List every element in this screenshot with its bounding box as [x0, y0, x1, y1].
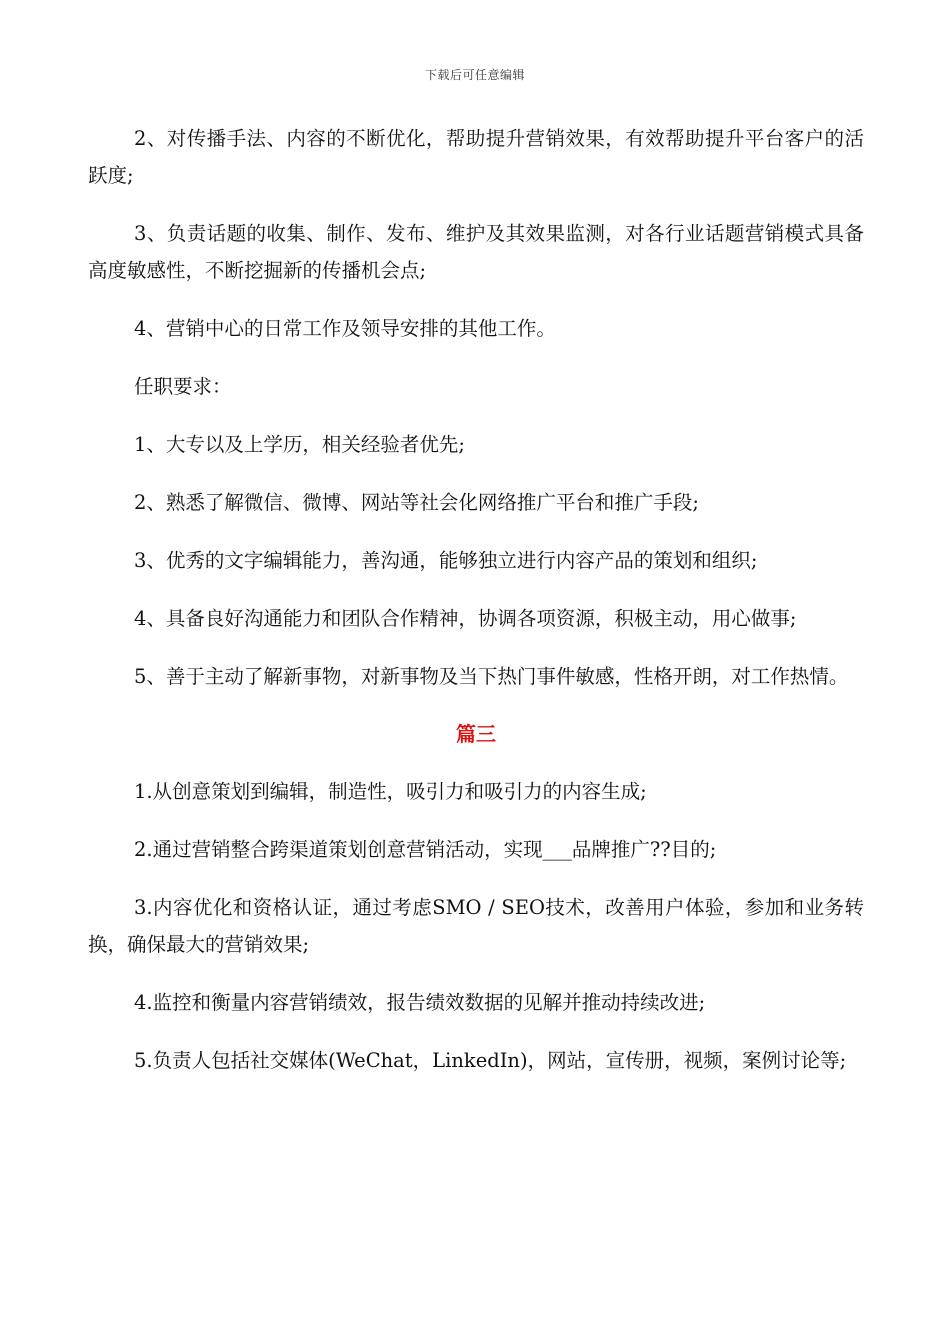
paragraph: 4、具备良好沟通能力和团队合作精神，协调各项资源，积极主动，用心做事; — [134, 607, 797, 630]
page-header: 下载后可任意编辑 — [424, 68, 525, 82]
paragraph: 4、营销中心的日常工作及领导安排的其他工作。 — [134, 317, 556, 340]
paragraph: 3、负责话题的收集、制作、发布、维护及其效果监测，对各行业话题营销模式具备高度敏感性，不断挖掘新的传播机会点; — [88, 222, 864, 282]
paragraph: 5.负责人包括社交媒体(WeChat，LinkedIn)，网站，宣传册，视频，案例讨论等; — [134, 1049, 847, 1072]
paragraph: 3.内容优化和资格认证，通过考虑SMO / SEO技术，改善用户体验，参加和业务转换，确保最大的营销效果; — [88, 896, 864, 956]
paragraph: 5、善于主动了解新事物，对新事物及当下热门事件敏感，性格开朗，对工作热情。 — [134, 665, 849, 688]
section-title: 篇三 — [456, 722, 496, 746]
paragraph: 2.通过营销整合跨渠道策划创意营销活动，实现___品牌推广??目的; — [134, 838, 717, 861]
paragraph: 2、熟悉了解微信、微博、网站等社会化网络推广平台和推广手段; — [134, 491, 699, 514]
paragraph: 4.监控和衡量内容营销绩效，报告绩效数据的见解并推动持续改进; — [134, 991, 706, 1014]
paragraph: 2、对传播手法、内容的不断优化，帮助提升营销效果，有效帮助提升平台客户的活跃度; — [88, 127, 864, 187]
requirements-heading: 任职要求： — [134, 375, 232, 398]
paragraph: 1、大专以及上学历，相关经验者优先; — [134, 433, 465, 456]
paragraph: 1.从创意策划到编辑，制造性，吸引力和吸引力的内容生成; — [134, 780, 647, 803]
paragraph: 3、优秀的文字编辑能力，善沟通，能够独立进行内容产品的策划和组织; — [134, 549, 758, 572]
document-body — [88, 120, 864, 1100]
